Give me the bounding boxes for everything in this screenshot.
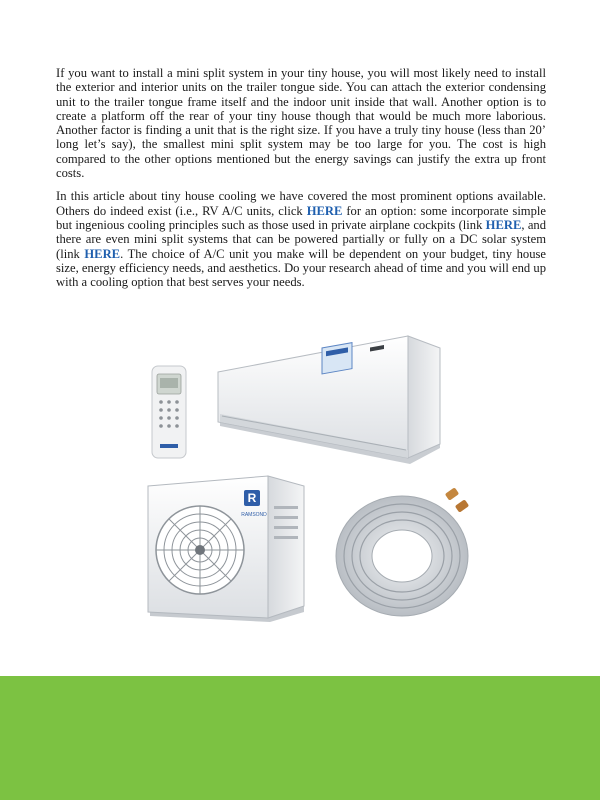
footer-color-band <box>0 676 600 800</box>
paragraph-conclusion <box>56 189 546 289</box>
indoor-unit-icon <box>218 336 440 464</box>
mini-split-illustration <box>140 330 480 630</box>
paragraph-install-text: If you want to install a mini split system in your tiny house, you will most likely need to install the exterior and interior units on the trailer tongue side. You can attach the exterior condensing unit to the trailer tongue frame itself and the indoor unit inside that wall. Another option is to create a platform off the rear of your tiny house though that would be much more laborious. Another factor is finding a unit that is the right size. If you have a truly tiny house (less than 20’ long let’s say), the smallest mini split system may be too large for you. The cost is high compared to the other options mentioned but the energy savings can justify the extra up front costs. <box>56 66 546 181</box>
paragraph-conclusion-text-b: for an option: some incorporate simple but ingenious cooling principles such as those used in private airplane cockpits (link <box>56 203 546 232</box>
paragraph-conclusion-text-d: . The choice of A/C unit you make will be dependent on your budget, tiny house size, energy efficiency needs, and aesthetics. Do your research ahead of time and you will end up with a cooling option that best serves your needs. <box>56 246 546 290</box>
paragraph-install <box>56 66 546 180</box>
paragraph-conclusion-text-c: , and there are even mini split systems that can be powered partially or fully on a DC solar system (link <box>56 217 547 261</box>
outdoor-brand-label: RAMSOND <box>241 512 267 518</box>
dc-solar-link[interactable]: HERE <box>84 246 121 261</box>
remote-control-icon <box>152 366 186 458</box>
rv-ac-link[interactable]: HERE <box>306 203 343 218</box>
outdoor-condenser-icon <box>148 476 304 622</box>
copper-fitting-icon <box>445 487 469 512</box>
svg-text:R: R <box>247 491 257 505</box>
copper-line-set-icon <box>336 487 469 616</box>
paragraph-conclusion-text-a: In this article about tiny house cooling we have covered the most prominent options available. Others do indeed exist (i.e., RV A/C units, click <box>56 189 546 218</box>
article-body <box>56 66 546 298</box>
mini-split-product-image <box>140 330 480 630</box>
airplane-cooling-link[interactable]: HERE <box>485 217 522 232</box>
